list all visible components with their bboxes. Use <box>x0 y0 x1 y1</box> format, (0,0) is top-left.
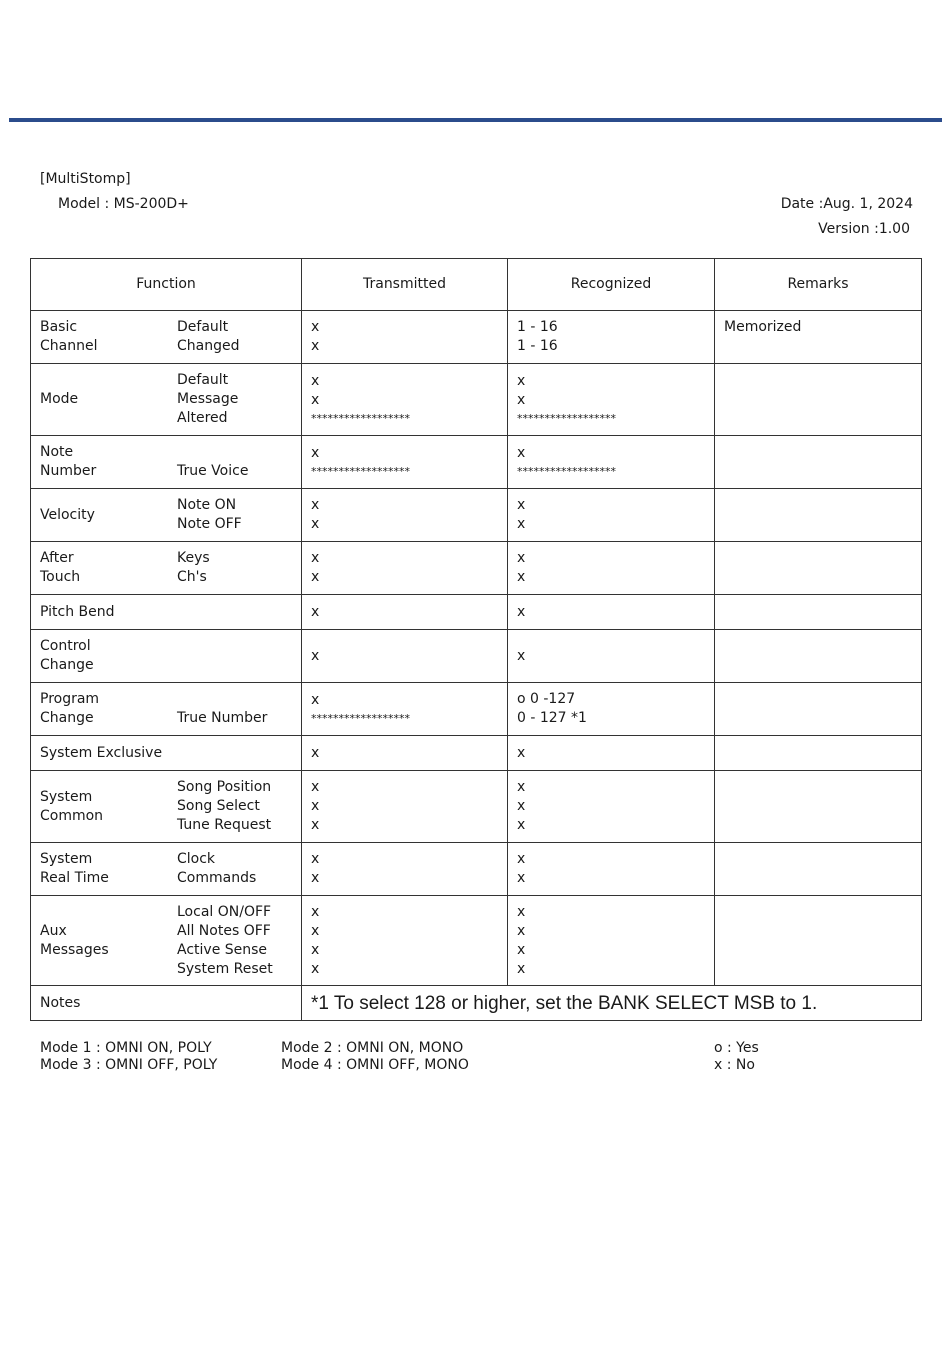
remarks-cell <box>715 436 922 489</box>
remarks-cell <box>715 843 922 896</box>
remarks-cell <box>715 542 922 595</box>
function-subitem-line: Changed <box>177 338 240 354</box>
function-cell <box>31 736 302 771</box>
notes-label: Notes <box>31 986 302 1021</box>
transmitted-cell <box>302 489 508 542</box>
function-name-line: System <box>40 788 93 805</box>
notes-row <box>31 986 922 1021</box>
recognized-cell <box>508 683 715 736</box>
recognized-value-line: ****************** <box>517 412 616 425</box>
table-row <box>31 736 922 771</box>
function-subitem-line: Message <box>177 391 239 407</box>
function-subitem-line: System Reset <box>177 960 273 977</box>
recognized-value-line: x <box>517 779 526 795</box>
function-cell <box>31 630 302 683</box>
function-subitem-line: Commands <box>177 870 257 886</box>
function-subitems <box>177 549 292 587</box>
recognized-value-line: x <box>517 941 526 958</box>
header-rule <box>9 118 942 122</box>
midi-implementation-chart <box>30 258 922 1021</box>
notes-text: *1 To select 128 or higher, set the BANK SELECT MSB to 1. <box>302 986 922 1021</box>
recognized-value-line: x <box>517 817 526 833</box>
column-header-recognized: Recognized <box>508 259 715 311</box>
function-subitem-line: Keys <box>177 550 210 566</box>
recognized-cell <box>508 896 715 986</box>
transmitted-value-line: x <box>311 445 320 461</box>
function-name <box>40 690 177 728</box>
transmitted-value-line: x <box>311 647 320 664</box>
table-row <box>31 843 922 896</box>
function-subitem-line: Default <box>177 319 229 335</box>
recognized-cell <box>508 843 715 896</box>
transmitted-cell <box>302 736 508 771</box>
recognized-value-line: x <box>517 744 526 761</box>
recognized-value-line: o 0 -127 <box>517 691 576 707</box>
function-cell <box>31 311 302 364</box>
function-name-line: Common <box>40 807 104 824</box>
transmitted-value-line: x <box>311 338 320 354</box>
recognized-cell <box>508 436 715 489</box>
function-cell <box>31 542 302 595</box>
function-name-line: Touch <box>40 569 81 585</box>
remarks-cell <box>715 683 922 736</box>
recognized-cell <box>508 771 715 843</box>
transmitted-value-line: x <box>311 798 320 814</box>
legend-no: x : No <box>714 1057 755 1073</box>
remarks-cell <box>715 771 922 843</box>
transmitted-cell <box>302 436 508 489</box>
recognized-cell <box>508 364 715 436</box>
function-name-line: Note <box>40 444 74 460</box>
function-name-line: System Exclusive <box>40 744 163 761</box>
transmitted-cell <box>302 542 508 595</box>
function-subitem-line: Note ON <box>177 497 237 513</box>
recognized-value-line: x <box>517 603 526 620</box>
transmitted-value-line: x <box>311 603 320 620</box>
function-name <box>40 443 177 481</box>
remarks-cell <box>715 364 922 436</box>
remarks-cell <box>715 630 922 683</box>
recognized-value-line: x <box>517 647 526 664</box>
table-row <box>31 489 922 542</box>
transmitted-value-line: ****************** <box>311 412 410 425</box>
function-subitem-line: True Voice <box>177 463 249 479</box>
function-name <box>40 637 94 675</box>
transmitted-cell <box>302 364 508 436</box>
recognized-value-line: 1 - 16 <box>517 338 558 354</box>
column-header-transmitted: Transmitted <box>302 259 508 311</box>
remarks-cell <box>715 489 922 542</box>
function-name <box>40 788 177 826</box>
recognized-value-line: ****************** <box>517 465 616 478</box>
transmitted-value-line: x <box>311 497 320 513</box>
transmitted-value-line: x <box>311 903 320 920</box>
column-header-function: Function <box>31 259 302 311</box>
function-cell <box>31 896 302 986</box>
function-subitem-line: Note OFF <box>177 516 242 532</box>
legend-mode-1: Mode 1 : OMNI ON, POLY <box>40 1040 212 1056</box>
function-name <box>40 506 177 525</box>
function-name-line: Velocity <box>40 506 95 523</box>
function-name-line: Channel <box>40 338 98 354</box>
recognized-value-line: x <box>517 445 526 461</box>
transmitted-value-line: x <box>311 319 320 335</box>
recognized-cell <box>508 736 715 771</box>
recognized-value-line: 0 - 127 *1 <box>517 710 587 726</box>
transmitted-value-line: x <box>311 692 320 708</box>
function-subitem-line <box>177 690 292 709</box>
recognized-value-line: x <box>517 569 526 585</box>
transmitted-cell <box>302 896 508 986</box>
transmitted-value-line: x <box>311 960 320 977</box>
function-subitem-line: Local ON/OFF <box>177 903 272 920</box>
recognized-cell <box>508 311 715 364</box>
function-cell <box>31 771 302 843</box>
function-subitems <box>177 690 292 728</box>
function-name-line: Number <box>40 463 97 479</box>
function-name-line: System <box>40 851 93 867</box>
table-row <box>31 683 922 736</box>
function-subitem-line: True Number <box>177 710 268 726</box>
function-name-line: Basic <box>40 319 78 335</box>
transmitted-value-line: x <box>311 392 320 408</box>
transmitted-value-line: x <box>311 870 320 886</box>
function-subitems <box>177 496 292 534</box>
transmitted-value-line: x <box>311 569 320 585</box>
legend-symbols <box>714 1040 759 1074</box>
remarks-cell <box>715 595 922 630</box>
function-name-line: Program <box>40 691 100 707</box>
function-name <box>40 549 177 587</box>
function-subitem-line: Ch's <box>177 569 207 585</box>
table-row <box>31 896 922 986</box>
legend-modes-left <box>40 1040 217 1074</box>
legend-mode-4: Mode 4 : OMNI OFF, MONO <box>281 1057 469 1073</box>
model-label: Model : MS-200D+ <box>58 196 189 212</box>
recognized-value-line: 1 - 16 <box>517 319 558 335</box>
function-name-line: Change <box>40 657 94 673</box>
function-name-line: Pitch Bend <box>40 603 115 620</box>
transmitted-cell <box>302 771 508 843</box>
function-subitem-line <box>177 443 292 462</box>
function-cell <box>31 364 302 436</box>
table-row <box>31 311 922 364</box>
transmitted-value-line: x <box>311 744 320 761</box>
remarks-cell <box>715 896 922 986</box>
legend-mode-3: Mode 3 : OMNI OFF, POLY <box>40 1057 218 1073</box>
function-subitem-line: Clock <box>177 851 216 867</box>
function-name <box>40 850 177 888</box>
function-name-line: Aux <box>40 922 67 939</box>
function-cell <box>31 489 302 542</box>
transmitted-value-line: x <box>311 373 320 389</box>
function-subitems <box>177 318 292 356</box>
recognized-value-line: x <box>517 497 526 513</box>
transmitted-value-line: ****************** <box>311 465 410 478</box>
function-name-line: Messages <box>40 941 109 958</box>
recognized-cell <box>508 489 715 542</box>
transmitted-cell <box>302 630 508 683</box>
table-row <box>31 630 922 683</box>
recognized-cell <box>508 630 715 683</box>
function-subitem-line: All Notes OFF <box>177 922 271 939</box>
function-name <box>40 922 177 960</box>
remarks-cell <box>715 736 922 771</box>
function-name-line: Change <box>40 710 94 726</box>
recognized-value-line: x <box>517 373 526 389</box>
function-subitems <box>177 903 292 979</box>
table-row <box>31 436 922 489</box>
function-name-line: After <box>40 550 74 566</box>
transmitted-value-line: x <box>311 516 320 532</box>
transmitted-value-line: x <box>311 941 320 958</box>
function-cell <box>31 683 302 736</box>
recognized-value-line: x <box>517 960 526 977</box>
function-name-line: Real Time <box>40 870 109 886</box>
function-subitem-line: Default <box>177 372 229 388</box>
function-name-line: Control <box>40 638 91 654</box>
function-cell <box>31 436 302 489</box>
remarks-value: Memorized <box>724 319 802 335</box>
transmitted-cell <box>302 843 508 896</box>
function-subitems <box>177 850 292 888</box>
transmitted-value-line: x <box>311 779 320 795</box>
function-name <box>40 744 162 763</box>
function-subitem-line: Song Select <box>177 798 260 814</box>
recognized-value-line: x <box>517 870 526 886</box>
transmitted-value-line: ****************** <box>311 712 410 725</box>
transmitted-value-line: x <box>311 851 320 867</box>
function-subitem-line: Altered <box>177 410 228 426</box>
transmitted-value-line: x <box>311 550 320 566</box>
transmitted-cell <box>302 311 508 364</box>
recognized-value-line: x <box>517 922 526 939</box>
function-cell <box>31 843 302 896</box>
recognized-value-line: x <box>517 798 526 814</box>
function-name <box>40 390 177 409</box>
transmitted-cell <box>302 595 508 630</box>
table-row <box>31 364 922 436</box>
transmitted-value-line: x <box>311 922 320 939</box>
recognized-value-line: x <box>517 550 526 566</box>
date-label: Date :Aug. 1, 2024 <box>780 196 913 212</box>
function-subitem-line: Tune Request <box>177 817 272 833</box>
legend-modes-right <box>281 1040 469 1074</box>
function-subitems <box>177 371 292 428</box>
function-name <box>40 318 177 356</box>
function-cell <box>31 595 302 630</box>
function-subitem-line: Active Sense <box>177 941 268 958</box>
transmitted-cell <box>302 683 508 736</box>
recognized-value-line: x <box>517 851 526 867</box>
function-name-line: Mode <box>40 391 79 407</box>
function-subitems <box>177 778 292 835</box>
function-subitems <box>177 443 292 481</box>
recognized-value-line: x <box>517 903 526 920</box>
table-row <box>31 771 922 843</box>
table-row <box>31 542 922 595</box>
recognized-cell <box>508 542 715 595</box>
recognized-cell <box>508 595 715 630</box>
column-header-remarks: Remarks <box>715 259 922 311</box>
function-subitem-line: Song Position <box>177 779 272 795</box>
brand-label: [MultiStomp] <box>40 171 131 187</box>
version-label: Version :1.00 <box>818 221 910 237</box>
recognized-value-line: x <box>517 392 526 408</box>
table-header-row <box>31 259 922 311</box>
table-row <box>31 595 922 630</box>
remarks-cell <box>715 311 922 364</box>
transmitted-value-line: x <box>311 817 320 833</box>
legend-yes: o : Yes <box>714 1040 759 1056</box>
function-name <box>40 603 115 622</box>
legend-mode-2: Mode 2 : OMNI ON, MONO <box>281 1040 464 1056</box>
recognized-value-line: x <box>517 516 526 532</box>
